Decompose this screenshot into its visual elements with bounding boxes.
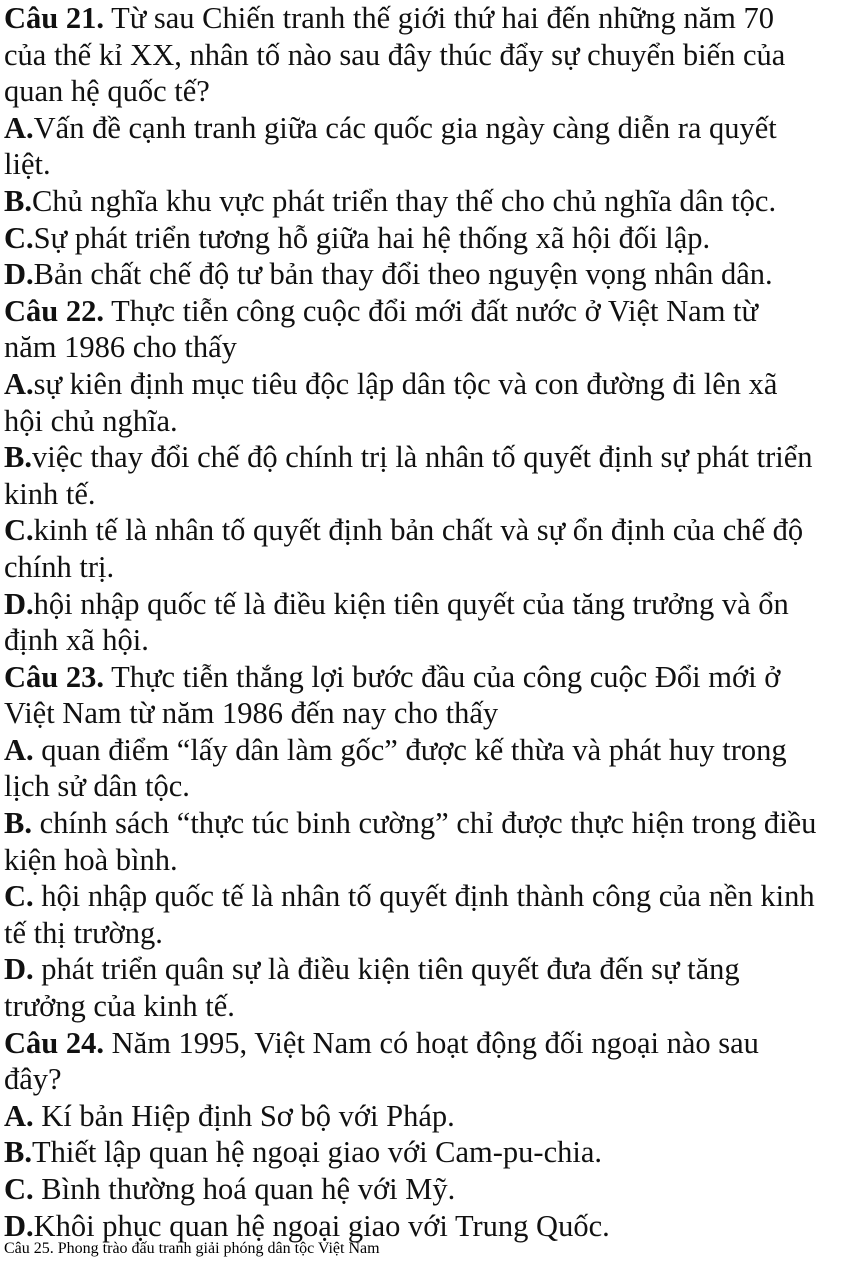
question-21-option-c (4, 220, 847, 257)
option-text: chính sách “thực túc binh cường” chỉ được thực hiện trong điều (31, 806, 817, 841)
option-text: Thiết lập quan hệ ngoại giao với Cam-pu-chia. (31, 1135, 603, 1170)
question-23-number: Câu 23. (4, 659, 104, 694)
option-text: Bản chất chế độ tư bản thay đổi theo nguyện vọng nhân dân. (33, 257, 773, 292)
option-letter: C. (4, 1172, 34, 1206)
question-23-line-1 (4, 659, 847, 696)
option-letter: D. (4, 586, 34, 621)
option-text: quan điểm “lấy dân làm gốc” được kế thừa và phát huy trong (33, 732, 787, 767)
option-text: hội nhập quốc tế là nhân tố quyết định thành công của nền kinh (33, 879, 815, 914)
question-23-option-a (4, 732, 847, 769)
question-23-option-c (4, 878, 847, 915)
option-letter: C. (4, 879, 34, 914)
question-23-stem-1: Thực tiễn thắng lợi bước đầu của công cuộc Đổi mới ở (104, 659, 781, 694)
question-21-stem-1: Từ sau Chiến tranh thế giới thứ hai đến những năm 70 (104, 1, 774, 35)
question-23-stem-2: Việt Nam từ năm 1986 đến nay cho thấy (4, 696, 499, 731)
question-22-option-c-cont: chính trị. (4, 549, 115, 584)
option-text: Bình thường hoá quan hệ với Mỹ. (33, 1172, 456, 1206)
question-22-option-b (4, 439, 847, 476)
option-text: phát triển quân sự là điều kiện tiên quyết đưa đến sự tăng (33, 952, 740, 987)
option-letter: B. (4, 183, 32, 218)
question-22-option-d (4, 586, 847, 623)
question-24-option-b (4, 1134, 847, 1171)
question-23-option-b-cont: kiện hoà bình. (4, 842, 178, 877)
question-22-number: Câu 22. (4, 293, 104, 328)
option-text: hội nhập quốc tế là điều kiện tiên quyết của tăng trưởng và ổn (33, 586, 789, 621)
option-text: Khôi phục quan hệ ngoại giao với Trung Quốc. (33, 1208, 610, 1243)
question-22-option-c (4, 512, 847, 549)
option-letter: A. (4, 1098, 34, 1133)
option-letter: C. (4, 513, 34, 548)
option-letter: D. (4, 952, 34, 987)
question-24-stem-1: Năm 1995, Việt Nam có hoạt động đối ngoại nào sau (104, 1025, 759, 1060)
option-text: sự kiên định mục tiêu độc lập dân tộc và con đường đi lên xã (33, 366, 778, 401)
question-23-option-a-cont: lịch sử dân tộc. (4, 769, 190, 804)
option-letter: D. (4, 257, 34, 292)
question-22-option-a (4, 366, 847, 403)
question-22-line-1 (4, 293, 847, 330)
option-text: Chủ nghĩa khu vực phát triển thay thế cho chủ nghĩa dân tộc. (31, 183, 777, 218)
option-letter: A. (4, 366, 34, 401)
question-21-option-a (4, 110, 847, 147)
question-21-stem-3: quan hệ quốc tế? (4, 74, 210, 109)
question-24-line-1 (4, 1025, 847, 1062)
question-23-option-d-cont: trưởng của kinh tế. (4, 989, 235, 1024)
question-24-number: Câu 24. (4, 1025, 104, 1060)
question-23-option-d (4, 951, 847, 988)
option-letter: B. (4, 1135, 32, 1170)
question-24-option-c (4, 1171, 847, 1208)
question-24-option-d (4, 1208, 847, 1245)
question-21-number: Câu 21. (4, 1, 104, 35)
option-text: kinh tế là nhân tố quyết định bản chất và sự ổn định của chế độ (33, 513, 804, 548)
option-letter: B. (4, 440, 32, 475)
question-23-option-c-cont: tế thị trường. (4, 915, 163, 950)
question-23-option-b (4, 805, 847, 842)
question-24-option-a (4, 1098, 847, 1135)
question-21-line-1 (4, 0, 847, 37)
question-24-stem-2: đây? (4, 1062, 62, 1097)
option-letter: A. (4, 732, 34, 767)
question-21-option-b (4, 183, 847, 220)
option-text: Vấn đề cạnh tranh giữa các quốc gia ngày càng diễn ra quyết (33, 110, 777, 145)
question-22-option-d-cont: định xã hội. (4, 623, 149, 658)
option-letter: A. (4, 110, 34, 145)
question-22-option-b-cont: kinh tế. (4, 476, 96, 511)
question-22-stem-2: năm 1986 cho thấy (4, 330, 237, 365)
question-21-option-d (4, 256, 847, 293)
question-22-option-a-cont: hội chủ nghĩa. (4, 403, 178, 438)
option-text: việc thay đổi chế độ chính trị là nhân tố quyết định sự phát triển (31, 440, 813, 475)
question-21-stem-2: của thế kỉ XX, nhân tố nào sau đây thúc đẩy sự chuyển biến của (4, 37, 786, 72)
option-text: Sự phát triển tương hỗ giữa hai hệ thống xã hội đối lập. (33, 220, 711, 255)
option-letter: C. (4, 220, 34, 255)
cut-off-text: Câu 25. Phong trào đấu tranh giải phóng dân tộc Việt Nam (4, 1240, 380, 1257)
question-21-option-a-cont: liệt. (4, 147, 51, 182)
option-letter: D. (4, 1208, 34, 1243)
question-22-stem-1: Thực tiễn công cuộc đổi mới đất nước ở Việt Nam từ (104, 293, 759, 328)
cut-off-next-line (4, 1240, 847, 1279)
option-letter: B. (4, 806, 32, 841)
option-text: Kí bản Hiệp định Sơ bộ với Pháp. (33, 1098, 455, 1133)
